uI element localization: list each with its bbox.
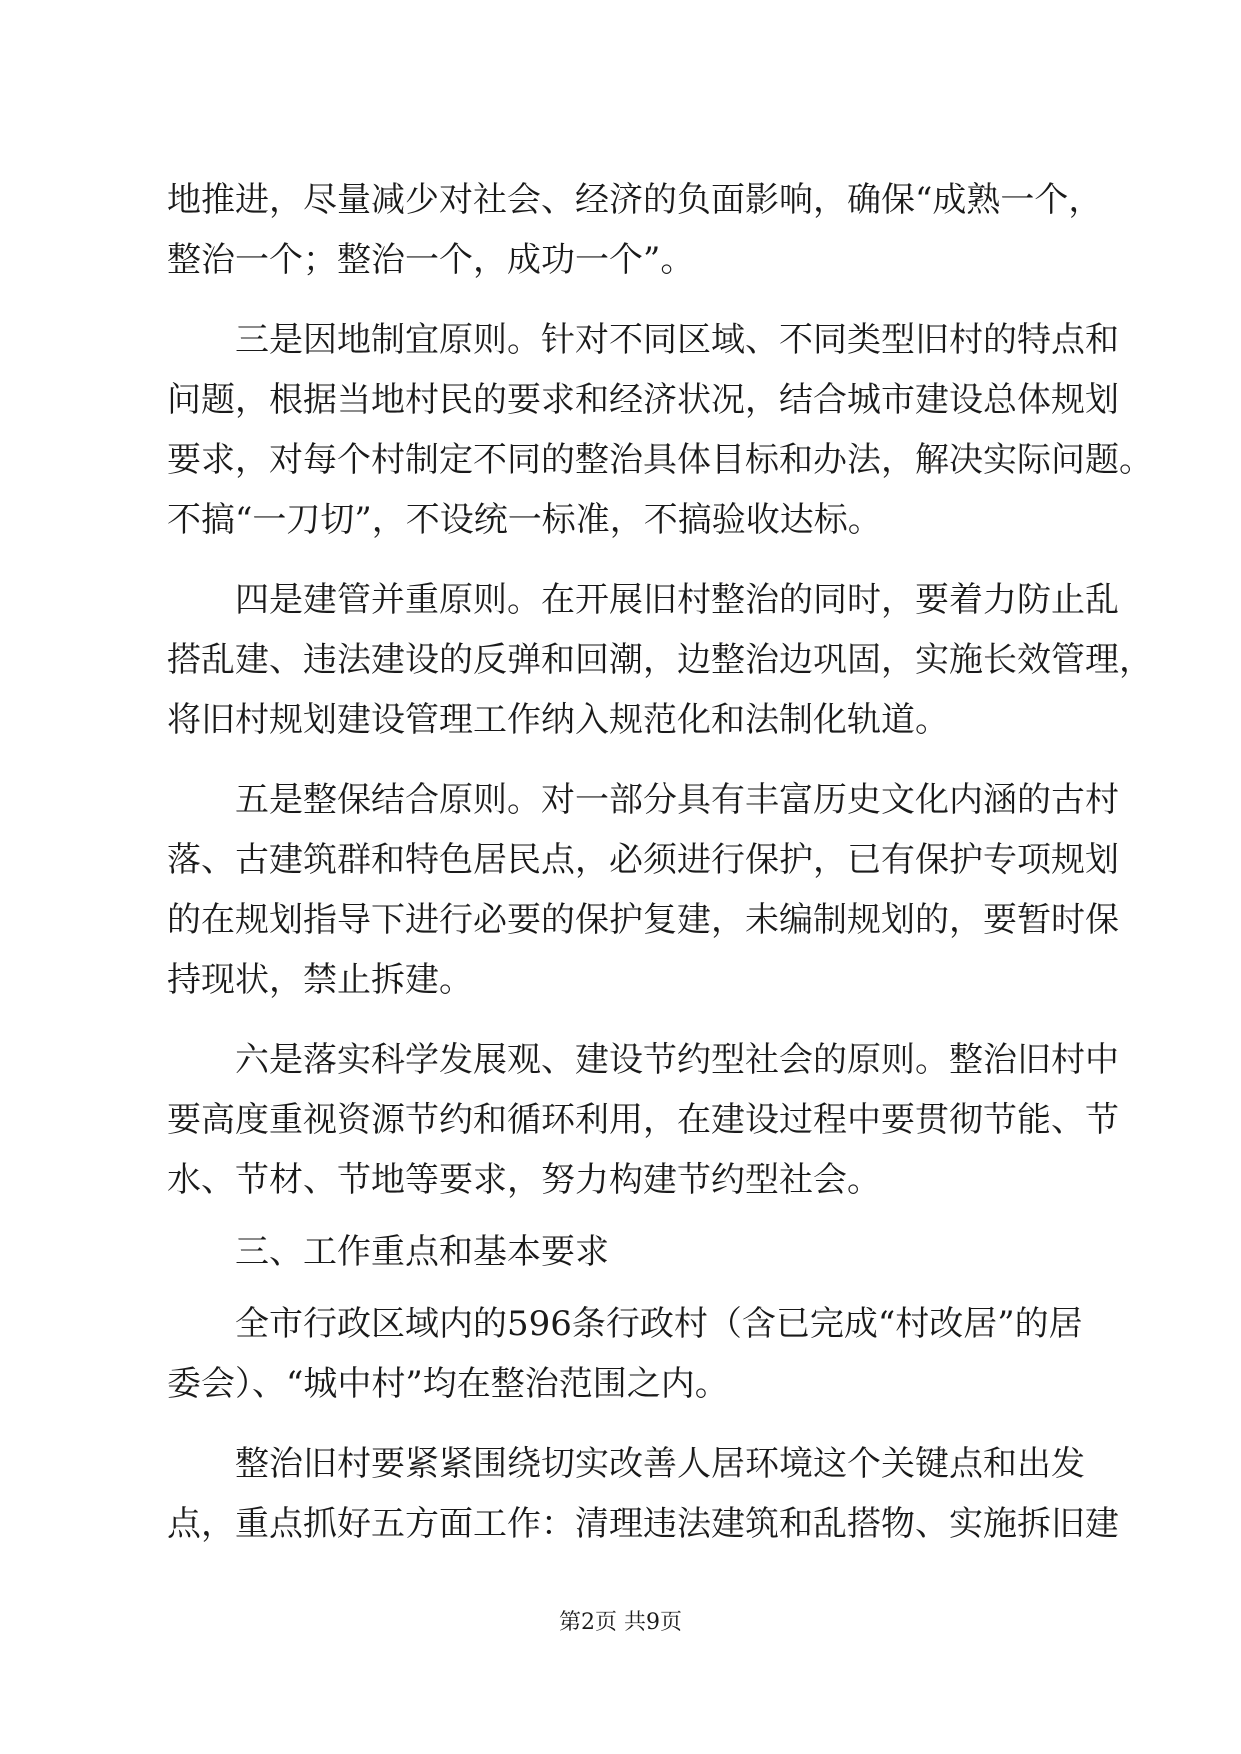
body-line: 搭乱建、违法建设的反弹和回潮，边整治边巩固，实施长效管理， <box>167 640 1153 680</box>
body-line: 持现状，禁止拆建。 <box>167 960 473 1000</box>
section-heading: 三、工作重点和基本要求 <box>235 1232 609 1272</box>
body-line: 要高度重视资源节约和循环利用，在建设过程中要贯彻节能、节 <box>167 1100 1119 1140</box>
body-line: 问题，根据当地村民的要求和经济状况，结合城市建设总体规划 <box>167 380 1119 420</box>
body-line: 落、古建筑群和特色居民点，必须进行保护，已有保护专项规划 <box>167 840 1119 880</box>
body-line: 要求，对每个村制定不同的整治具体目标和办法，解决实际问题。 <box>167 440 1153 480</box>
body-line: 水、节材、节地等要求，努力构建节约型社会。 <box>167 1160 881 1200</box>
body-line: 将旧村规划建设管理工作纳入规范化和法制化轨道。 <box>167 700 949 740</box>
page-number-footer: 第2页 共9页 <box>559 1610 682 1635</box>
body-line: 委会）、“城中村”均在整治范围之内。 <box>167 1364 729 1404</box>
body-line: 地推进，尽量减少对社会、经济的负面影响，确保“成熟一个， <box>167 180 1103 220</box>
body-line: 整治一个；整治一个，成功一个”。 <box>167 240 695 280</box>
body-line: 的在规划指导下进行必要的保护复建，未编制规划的，要暂时保 <box>167 900 1119 940</box>
paragraph-first-line: 全市行政区域内的596条行政村（含已完成“村改居”的居 <box>235 1304 1083 1344</box>
paragraph-first-line: 六是落实科学发展观、建设节约型社会的原则。整治旧村中 <box>235 1040 1119 1080</box>
body-line: 不搞“一刀切”，不设统一标准，不搞验收达标。 <box>167 500 882 540</box>
paragraph-first-line: 五是整保结合原则。对一部分具有丰富历史文化内涵的古村 <box>235 780 1119 820</box>
paragraph-first-line: 整治旧村要紧紧围绕切实改善人居环境这个关键点和出发 <box>235 1444 1085 1484</box>
paragraph-first-line: 三是因地制宜原则。针对不同区域、不同类型旧村的特点和 <box>235 320 1119 360</box>
body-line: 点，重点抓好五方面工作：清理违法建筑和乱搭物、实施拆旧建 <box>167 1504 1119 1544</box>
paragraph-first-line: 四是建管并重原则。在开展旧村整治的同时，要着力防止乱 <box>235 580 1119 620</box>
